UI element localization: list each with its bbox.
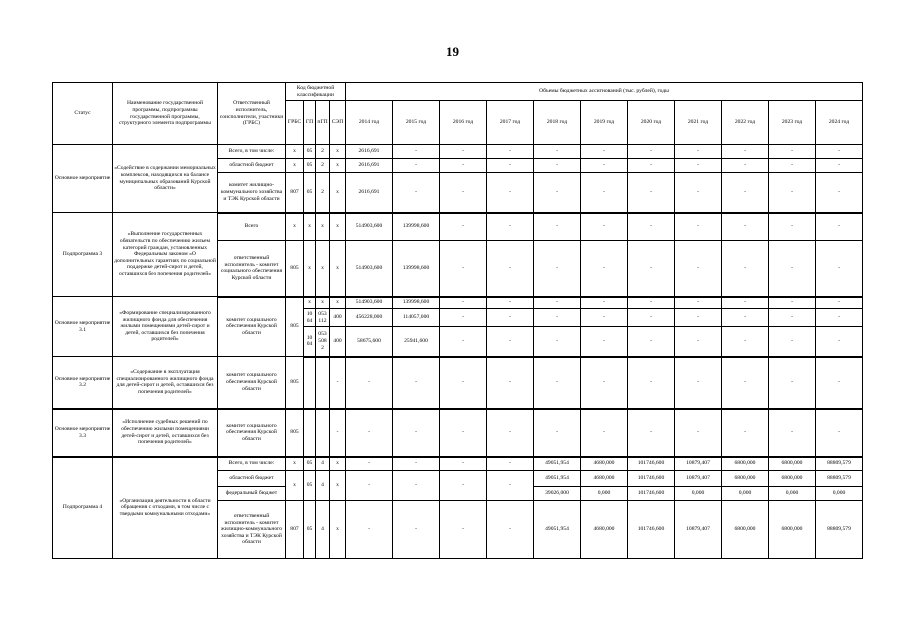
value-cell: - (722, 145, 769, 159)
value-cell: 25941,600 (393, 327, 440, 357)
cell: 805 (286, 241, 304, 297)
row-executor: комитет социального обеспечения Курской области (218, 357, 286, 409)
row-executor: ответственный исполнитель - комитет жилищно-коммунального хозяйства и ТЭК Курской области (218, 501, 286, 559)
value-cell: - (722, 173, 769, 213)
value-cell: 2616,691 (346, 159, 393, 173)
value-cell: 88809,579 (816, 471, 863, 487)
value-cell: - (675, 173, 722, 213)
value-cell: - (487, 327, 534, 357)
row-name: «Содействие в содержании мемориальных комплексов, находящихся на балансе муниципальных образований Курской области» (113, 145, 218, 213)
header-name: Наименование государственной программы, подпрограммы государственной программы, структурного элемента подпрограммы (113, 83, 218, 145)
cell: 805 (286, 297, 304, 357)
cell (316, 409, 330, 457)
value-cell: 10879,407 (675, 457, 722, 471)
value-cell: - (534, 309, 581, 327)
cell: х (330, 213, 346, 241)
value-cell: - (769, 145, 816, 159)
value-cell: - (487, 159, 534, 173)
value-cell: - (628, 213, 675, 241)
value-cell: - (675, 357, 722, 409)
value-cell: 49051,954 (534, 471, 581, 487)
row-name: «Исполнение судебных решений по обеспечению жилыми помещениями детей-сирот и детей, оставшихся без попечения родителей» (113, 409, 218, 457)
value-cell: - (440, 145, 487, 159)
cell: 400 (330, 309, 346, 327)
cell: х (286, 471, 304, 501)
cell: х (304, 297, 316, 309)
value-cell: - (816, 409, 863, 457)
value-cell: 114057,000 (393, 309, 440, 327)
cell: х (304, 241, 316, 297)
value-cell: - (440, 213, 487, 241)
value-cell: 101746,600 (628, 487, 675, 501)
value-cell: - (722, 357, 769, 409)
value-cell: - (675, 409, 722, 457)
value-cell: - (487, 357, 534, 409)
value-cell: - (675, 213, 722, 241)
value-cell: - (769, 173, 816, 213)
cell: х (316, 213, 330, 241)
value-cell: 6800,000 (769, 457, 816, 471)
cell: 05 (304, 457, 316, 471)
value-cell: - (393, 145, 440, 159)
value-cell: - (628, 357, 675, 409)
value-cell: - (769, 159, 816, 173)
value-cell: 514903,600 (346, 213, 393, 241)
value-cell: 10879,407 (675, 501, 722, 559)
value-cell: 49051,954 (534, 501, 581, 559)
header-row-1 (53, 83, 863, 101)
value-cell: - (675, 241, 722, 297)
row-executor: Всего (218, 213, 286, 241)
table-row (53, 213, 863, 241)
value-cell: - (487, 213, 534, 241)
value-cell: - (440, 409, 487, 457)
value-cell: - (769, 327, 816, 357)
table-row (53, 297, 863, 309)
row-executor: комитет социального обеспечения Курской области (218, 297, 286, 357)
value-cell: - (722, 241, 769, 297)
value-cell: - (816, 297, 863, 309)
value-cell: 0,000 (816, 487, 863, 501)
value-cell: - (581, 357, 628, 409)
header-year: 2016 год (440, 101, 487, 145)
value-cell: 139998,600 (393, 213, 440, 241)
cell: 10 04 (304, 327, 316, 357)
cell: х (286, 145, 304, 159)
header-year: 2023 год (769, 101, 816, 145)
header-executor: Ответственный исполнитель, соисполнители, участники (ГРБС) (218, 83, 286, 145)
value-cell: - (534, 241, 581, 297)
cell: 2 (316, 173, 330, 213)
value-cell: - (769, 309, 816, 327)
value-cell: 0,000 (675, 487, 722, 501)
value-cell: - (440, 241, 487, 297)
value-cell: - (346, 457, 393, 471)
value-cell: - (487, 297, 534, 309)
value-cell: - (769, 357, 816, 409)
value-cell: 139998,600 (393, 297, 440, 309)
value-cell: - (581, 297, 628, 309)
cell: 053 508 2 (316, 327, 330, 357)
cell: х (330, 159, 346, 173)
value-cell: - (628, 145, 675, 159)
value-cell: 6800,000 (722, 471, 769, 487)
row-status: Основное мероприятие (53, 145, 113, 213)
value-cell: - (534, 145, 581, 159)
value-cell: - (816, 173, 863, 213)
cell: х (304, 213, 316, 241)
cell: - (330, 409, 346, 457)
header-year: 2018 год (534, 101, 581, 145)
value-cell: - (628, 159, 675, 173)
row-executor: ответственный исполнитель - комитет социального обеспечения Курской области (218, 241, 286, 297)
header-year: 2021 год (675, 101, 722, 145)
value-cell: - (581, 159, 628, 173)
header-gp: ГП (304, 101, 316, 145)
value-cell: - (393, 409, 440, 457)
value-cell: - (393, 173, 440, 213)
table-row (53, 457, 863, 471)
value-cell: - (393, 471, 440, 501)
cell: х (286, 457, 304, 471)
cell: - (330, 357, 346, 409)
value-cell: - (534, 173, 581, 213)
header-year: 2014 год (346, 101, 393, 145)
row-status: Подпрограмма 4 (53, 457, 113, 559)
value-cell: - (675, 309, 722, 327)
header-year: 2022 год (722, 101, 769, 145)
row-status: Основное мероприятие 3.1 (53, 297, 113, 357)
value-cell: - (722, 309, 769, 327)
value-cell: 0,000 (769, 487, 816, 501)
header-sep: СЭП (330, 101, 346, 145)
row-status: Подпрограмма 3 (53, 213, 113, 297)
value-cell: - (628, 327, 675, 357)
value-cell: 101746,600 (628, 471, 675, 487)
cell: 05 (304, 173, 316, 213)
value-cell: 4680,000 (581, 471, 628, 487)
value-cell: - (440, 357, 487, 409)
cell: 400 (330, 327, 346, 357)
value-cell: 6800,000 (722, 457, 769, 471)
value-cell: 6800,000 (722, 501, 769, 559)
value-cell: 49051,954 (534, 457, 581, 471)
value-cell: - (534, 159, 581, 173)
header-budget-code: Код бюджетной классификации (286, 83, 346, 101)
cell: 2 (316, 159, 330, 173)
cell: 4 (316, 471, 330, 501)
cell: 05 (304, 159, 316, 173)
value-cell: 4680,000 (581, 457, 628, 471)
value-cell: - (534, 327, 581, 357)
value-cell: 58675,600 (346, 327, 393, 357)
value-cell: - (722, 297, 769, 309)
value-cell: - (440, 309, 487, 327)
cell: 05 (304, 471, 316, 501)
value-cell: - (440, 327, 487, 357)
value-cell: 456228,000 (346, 309, 393, 327)
table-row (53, 409, 863, 457)
budget-table (52, 82, 863, 559)
value-cell: - (440, 159, 487, 173)
row-name: «Выполнение государственных обязательств по обеспечению жильем категорий граждан, установленных Федеральным законом «О дополнительных гарантиях по социальной поддержке детей-сирот и детей, оставшихся без попечения родителей» (113, 213, 218, 297)
value-cell: - (393, 501, 440, 559)
row-executor: областной бюджет (218, 159, 286, 173)
cell: х (330, 241, 346, 297)
row-name: «Формирование специализированного жилищного фонда для обеспечения жилыми помещениями детей-сирот и детей, оставшихся без попечения родителей» (113, 297, 218, 357)
value-cell: 0,000 (722, 487, 769, 501)
value-cell: - (675, 297, 722, 309)
row-executor: Всего, в том числе: (218, 145, 286, 159)
value-cell: 0,000 (581, 487, 628, 501)
header-year: 2024 год (816, 101, 863, 145)
cell: 805 (286, 357, 304, 409)
value-cell: 6800,000 (769, 501, 816, 559)
value-cell: - (440, 297, 487, 309)
value-cell: 88809,579 (816, 457, 863, 471)
value-cell: - (487, 145, 534, 159)
value-cell: - (722, 159, 769, 173)
cell (304, 357, 316, 409)
cell: 05 (304, 501, 316, 559)
row-executor: комитет жилищно-коммунального хозяйства и ТЭК Курской области (218, 173, 286, 213)
value-cell: - (487, 309, 534, 327)
value-cell: 514903,600 (346, 241, 393, 297)
value-cell: - (534, 409, 581, 457)
value-cell: - (769, 213, 816, 241)
value-cell: - (346, 357, 393, 409)
value-cell: - (440, 457, 487, 471)
value-cell: 139998,600 (393, 241, 440, 297)
row-name: «Содержание в эксплуатация специализированного жилищного фонда для детей-сирот и детей, оставшихся без попечения родителей» (113, 357, 218, 409)
table-row (53, 145, 863, 159)
value-cell: - (628, 297, 675, 309)
cell: х (330, 297, 346, 309)
cell (316, 357, 330, 409)
value-cell: - (722, 409, 769, 457)
cell: х (316, 241, 330, 297)
cell: 053 112 (316, 309, 330, 327)
value-cell: - (816, 357, 863, 409)
cell: 2 (316, 145, 330, 159)
value-cell: - (675, 145, 722, 159)
header-pgp: пГП (316, 101, 330, 145)
value-cell: - (675, 327, 722, 357)
value-cell: - (816, 213, 863, 241)
cell: 4 (316, 457, 330, 471)
header-status: Статус (53, 83, 113, 145)
cell: 05 (304, 145, 316, 159)
value-cell: - (722, 327, 769, 357)
value-cell: - (581, 241, 628, 297)
value-cell: - (816, 309, 863, 327)
cell: 4 (316, 501, 330, 559)
value-cell: - (487, 409, 534, 457)
value-cell: - (346, 471, 393, 501)
value-cell: 101746,600 (628, 457, 675, 471)
row-executor: Всего, в том числе: (218, 457, 286, 471)
cell: х (330, 501, 346, 559)
cell (304, 409, 316, 457)
value-cell: - (487, 173, 534, 213)
header-year: 2015 год (393, 101, 440, 145)
table-row (53, 357, 863, 409)
value-cell: - (487, 457, 534, 471)
value-cell: - (816, 327, 863, 357)
value-cell: - (346, 409, 393, 457)
value-cell: 514903,600 (346, 297, 393, 309)
value-cell: - (581, 309, 628, 327)
value-cell: - (628, 173, 675, 213)
value-cell: 4680,000 (581, 501, 628, 559)
value-cell: 10879,407 (675, 471, 722, 487)
value-cell: - (346, 501, 393, 559)
value-cell: - (769, 241, 816, 297)
value-cell: - (769, 409, 816, 457)
row-executor: федеральный бюджет (218, 487, 286, 501)
value-cell: - (487, 241, 534, 297)
value-cell: - (581, 327, 628, 357)
value-cell: - (722, 213, 769, 241)
row-status: Основное мероприятие 3.2 (53, 357, 113, 409)
cell: 10 04 (304, 309, 316, 327)
cell: х (286, 159, 304, 173)
cell: 807 (286, 501, 304, 559)
value-cell: - (816, 159, 863, 173)
value-cell: - (393, 457, 440, 471)
cell: х (286, 213, 304, 241)
row-name: «Организация деятельности в области обращения с отходами, в том числе с твердыми коммунальными отходами» (113, 457, 218, 559)
row-executor: областной бюджет (218, 471, 286, 487)
page-number: 19 (446, 44, 459, 59)
cell: х (330, 173, 346, 213)
value-cell: - (816, 145, 863, 159)
row-executor: комитет социального обеспечения Курской области (218, 409, 286, 457)
value-cell: - (440, 471, 487, 501)
header-budget-volume: Объемы бюджетных ассигнований (тыс. рублей), годы (346, 83, 863, 101)
value-cell: - (534, 213, 581, 241)
cell: х (330, 471, 346, 501)
value-cell: - (487, 501, 534, 559)
header-grbs: ГРБС (286, 101, 304, 145)
value-cell: - (581, 145, 628, 159)
value-cell: - (393, 159, 440, 173)
header-year: 2017 год (487, 101, 534, 145)
value-cell: - (581, 173, 628, 213)
value-cell: - (393, 357, 440, 409)
cell: 805 (286, 409, 304, 457)
value-cell: 39026,000 (534, 487, 581, 501)
value-cell: - (440, 173, 487, 213)
value-cell: - (581, 213, 628, 241)
value-cell: - (487, 471, 534, 501)
value-cell: - (534, 297, 581, 309)
value-cell: - (816, 241, 863, 297)
value-cell: - (769, 297, 816, 309)
header-year: 2019 год (581, 101, 628, 145)
value-cell: 2616,691 (346, 145, 393, 159)
header-year: 2020 год (628, 101, 675, 145)
value-cell: - (628, 409, 675, 457)
cell: х (330, 145, 346, 159)
cell: х (330, 457, 346, 471)
row-status: Основное мероприятие 3.3 (53, 409, 113, 457)
value-cell: - (628, 241, 675, 297)
value-cell: 101746,600 (628, 501, 675, 559)
value-cell: 2616,691 (346, 173, 393, 213)
value-cell: - (628, 309, 675, 327)
value-cell: 88809,579 (816, 501, 863, 559)
value-cell: - (534, 357, 581, 409)
cell: 807 (286, 173, 304, 213)
cell: х (316, 297, 330, 309)
value-cell: 6800,000 (769, 471, 816, 487)
value-cell: - (675, 159, 722, 173)
value-cell: - (581, 409, 628, 457)
value-cell: - (440, 501, 487, 559)
